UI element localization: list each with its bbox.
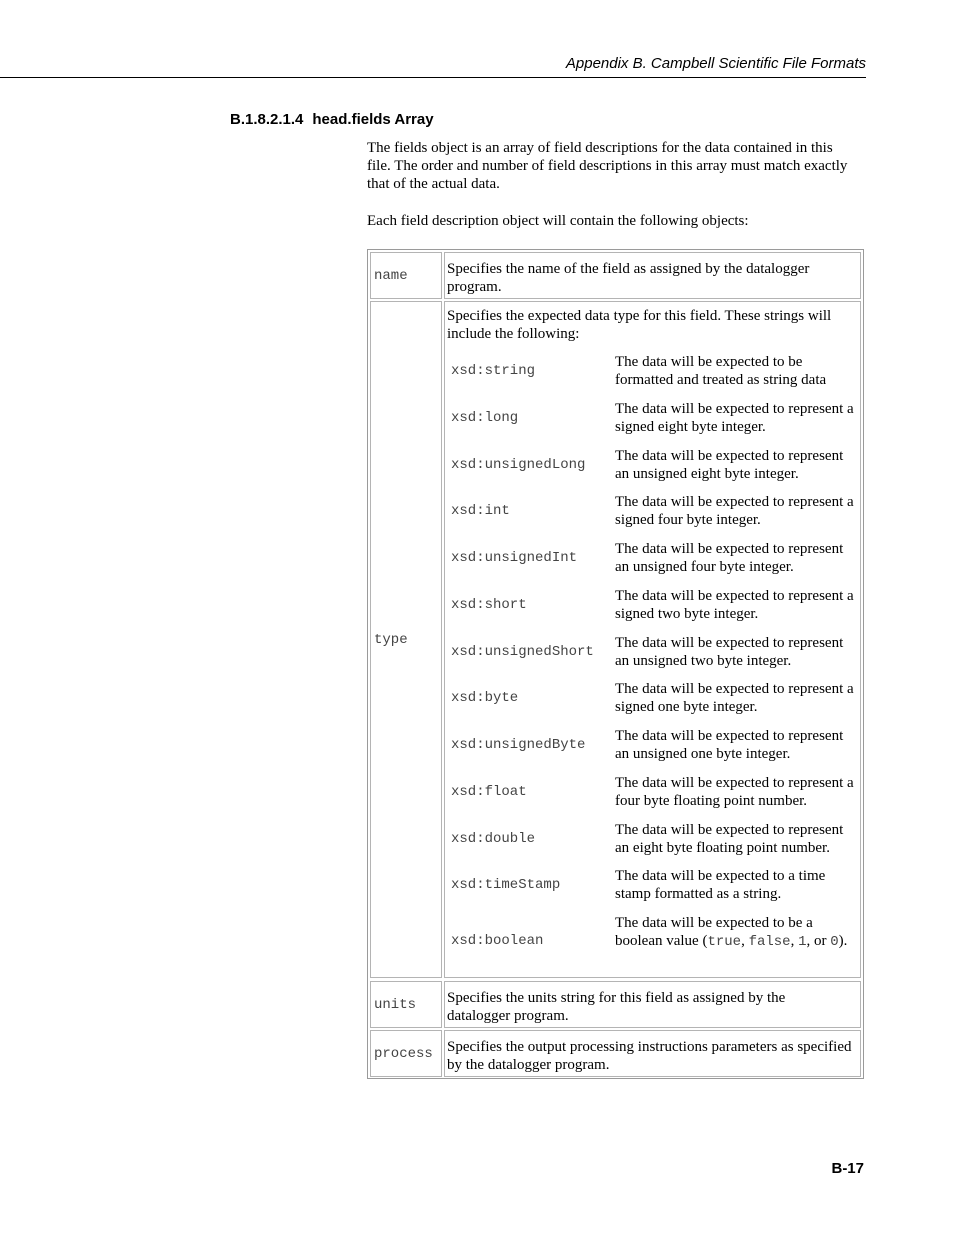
type-code: xsd:short bbox=[451, 597, 527, 613]
field-description-table bbox=[367, 249, 864, 1079]
type-description: The data will be expected to a time stamp formatted as a string. bbox=[615, 868, 826, 902]
boolean-value-zero: 0 bbox=[830, 934, 839, 950]
boolean-desc-start: The data will be expected to be a boolean value ( bbox=[615, 915, 813, 949]
key-process: process bbox=[374, 1045, 433, 1062]
type-code: xsd:string bbox=[451, 363, 536, 379]
key-name: name bbox=[374, 267, 408, 284]
type-code: xsd:timeStamp bbox=[451, 877, 561, 893]
section-title: head.fields Array bbox=[312, 111, 434, 128]
type-description: The data will be expected to represent a four byte floating point number. bbox=[615, 775, 854, 809]
type-description: The data will be expected to represent a signed four byte integer. bbox=[615, 494, 854, 528]
type-description: The data will be expected to represent an unsigned eight byte integer. bbox=[615, 448, 844, 482]
key-cell bbox=[370, 301, 442, 978]
lead-in-paragraph: Each field description object will contain the following objects: bbox=[367, 213, 749, 229]
running-header bbox=[0, 0, 866, 78]
key-type: type bbox=[374, 631, 408, 648]
type-code: xsd:unsignedByte bbox=[451, 737, 586, 753]
type-code: xsd:boolean bbox=[451, 933, 544, 949]
type-description: The data will be expected to represent an eight byte floating point number. bbox=[615, 822, 844, 856]
key-cell bbox=[370, 981, 442, 1028]
description-cell bbox=[444, 301, 861, 978]
boolean-value-true: true bbox=[707, 934, 742, 950]
type-description: The data will be expected to represent a signed one byte integer. bbox=[615, 681, 854, 715]
page-number: B-17 bbox=[831, 1160, 864, 1177]
intro-paragraph: The fields object is an array of field descriptions for the data contained in this file. The order and number of field descriptions in this array must match exactly that of the actual data. bbox=[367, 140, 848, 192]
type-description: The data will be expected to represent a signed eight byte integer. bbox=[615, 401, 854, 435]
type-intro-text: Specifies the expected data type for this field. These strings will include the following: bbox=[447, 308, 832, 342]
type-description: The data will be expected to be formatted and treated as string data bbox=[615, 354, 827, 388]
key-units: units bbox=[374, 996, 417, 1013]
table-row-type bbox=[370, 301, 861, 978]
type-code: xsd:unsignedLong bbox=[451, 457, 586, 473]
separator: , bbox=[741, 933, 749, 949]
boolean-desc-end: ). bbox=[838, 933, 848, 949]
type-description: The data will be expected to represent an unsigned one byte integer. bbox=[615, 728, 844, 762]
boolean-value-false: false bbox=[748, 934, 791, 950]
key-cell bbox=[370, 252, 442, 299]
type-description: The data will be expected to represent an unsigned four byte integer. bbox=[615, 541, 844, 575]
table-row-process bbox=[370, 1030, 861, 1077]
type-code: xsd:int bbox=[451, 503, 510, 519]
type-description: The data will be expected to represent an unsigned two byte integer. bbox=[615, 635, 844, 669]
separator: , or bbox=[806, 933, 831, 949]
type-description: The data will be expected to represent a signed two byte integer. bbox=[615, 588, 854, 622]
key-cell bbox=[370, 1030, 442, 1077]
description-cell: Specifies the output processing instructions parameters as specified by the datalogger program. bbox=[444, 1030, 861, 1077]
type-code: xsd:byte bbox=[451, 690, 519, 706]
type-code: xsd:float bbox=[451, 784, 527, 800]
boolean-value-one: 1 bbox=[798, 934, 807, 950]
table-row-units bbox=[370, 981, 861, 1028]
type-code: xsd:unsignedShort bbox=[451, 644, 594, 660]
running-header-title: Appendix B. Campbell Scientific File Formats bbox=[565, 55, 866, 72]
type-description bbox=[615, 914, 861, 951]
type-code: xsd:unsignedInt bbox=[451, 550, 578, 566]
type-code: xsd:double bbox=[451, 831, 536, 847]
description-cell: Specifies the units string for this field as assigned by the datalogger program. bbox=[444, 981, 861, 1028]
separator: , bbox=[790, 933, 799, 949]
type-code: xsd:long bbox=[451, 410, 519, 426]
section-heading bbox=[230, 111, 434, 128]
description-cell: Specifies the name of the field as assigned by the datalogger program. bbox=[444, 252, 861, 299]
table-row-name bbox=[370, 252, 861, 299]
section-number: B.1.8.2.1.4 bbox=[230, 111, 304, 128]
